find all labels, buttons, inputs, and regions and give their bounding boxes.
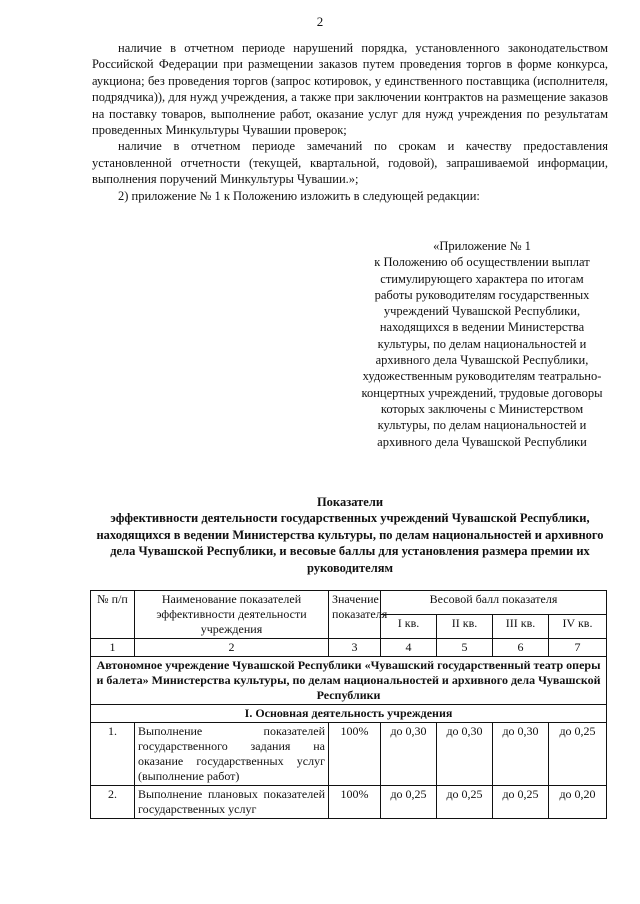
row-q4: до 0,25 bbox=[549, 723, 607, 786]
header-weight: Весовой балл показателя bbox=[381, 591, 607, 615]
title-line-2: эффективности деятельности государственных учреждений Чувашской Республики, находящихся в ведении Министерства культуры, по делам национальностей и архивного дела Чувашской Республики, и весовые баллы для установления размера премии их руководителям bbox=[96, 511, 604, 575]
column-numbers-row bbox=[91, 639, 607, 657]
row-q1: до 0,30 bbox=[381, 723, 437, 786]
appendix-heading: «Приложение № 1 bbox=[433, 239, 531, 253]
header-q3: III кв. bbox=[493, 615, 549, 639]
row-value: 100% bbox=[329, 786, 381, 819]
page-number: 2 bbox=[316, 14, 324, 29]
col-number: 6 bbox=[493, 639, 549, 657]
row-name: Выполнение показателей государственного задания на оказание государственных услуг (выполнение работ) bbox=[135, 723, 329, 786]
row-q3: до 0,25 bbox=[493, 786, 549, 819]
body-text bbox=[92, 40, 608, 204]
col-number: 1 bbox=[91, 639, 135, 657]
header-q4: IV кв. bbox=[549, 615, 607, 639]
header-q1: I кв. bbox=[381, 615, 437, 639]
col-number: 3 bbox=[329, 639, 381, 657]
col-number: 7 bbox=[549, 639, 607, 657]
header-q2: II кв. bbox=[437, 615, 493, 639]
title-line-1: Показатели bbox=[316, 495, 384, 509]
row-q4: до 0,20 bbox=[549, 786, 607, 819]
paragraph: 2) приложение № 1 к Положению изложить в следующей редакции: bbox=[118, 188, 480, 203]
row-q2: до 0,30 bbox=[437, 723, 493, 786]
section-row bbox=[91, 705, 607, 723]
header-num: № п/п bbox=[91, 591, 135, 639]
table-row bbox=[91, 786, 607, 819]
row-value: 100% bbox=[329, 723, 381, 786]
row-num: 2. bbox=[91, 786, 135, 819]
institution-name: Автономное учреждение Чувашской Республики «Чувашский государственный театр оперы и балета» Министерства культуры, по делам национальностей и архивного дела Чувашской Республики bbox=[91, 657, 607, 705]
col-number: 4 bbox=[381, 639, 437, 657]
paragraph: наличие в отчетном периоде нарушений порядка, установленного законодательством Российской Федерации при размещении заказов путем проведения торгов в форме конкурса, аукциона; без проведения торгов (запрос котировок, у единственного поставщика (исполнителя, подрядчика)), для нужд учреждения, а также при заключении контрактов на размещение заказов на поставку товаров, выполнение работ, оказание услуг для нужд учреждения по результатам проведенных Минкультуры Чувашии проверок; bbox=[92, 41, 608, 138]
paragraph: наличие в отчетном периоде замечаний по срокам и качеству предоставления установленной отчетности (текущей, квартальной, годовой), запрашиваемой информации, выполнения поручений Минкультуры Чувашии.»; bbox=[92, 139, 608, 187]
document-title bbox=[92, 494, 608, 576]
col-number: 2 bbox=[135, 639, 329, 657]
institution-row bbox=[91, 657, 607, 705]
table-row bbox=[91, 723, 607, 786]
row-num: 1. bbox=[91, 723, 135, 786]
section-title: I. Основная деятельность учреждения bbox=[91, 705, 607, 723]
header-name: Наименование показателей эффективности деятельности учреждения bbox=[135, 591, 329, 639]
row-name: Выполнение плановых показателей государственных услуг bbox=[135, 786, 329, 819]
indicators-table bbox=[90, 590, 607, 819]
table-header-row bbox=[91, 591, 607, 615]
appendix-text: к Положению об осуществлении выплат стимулирующего характера по итогам работы руководителям государственных учреждений Чувашской Республики, находящихся в ведении Министерства культуры, по делам национальностей и архивного дела Чувашской Республики, художественным руководителям театрально-концертных учреждений, трудовые договоры которых заключены с Министерством культуры, по делам национальностей и архивного дела Чувашской Республики bbox=[361, 255, 603, 449]
row-q3: до 0,30 bbox=[493, 723, 549, 786]
row-q2: до 0,25 bbox=[437, 786, 493, 819]
appendix-header bbox=[360, 238, 604, 450]
header-value: Значение показателя bbox=[329, 591, 381, 639]
row-q1: до 0,25 bbox=[381, 786, 437, 819]
col-number: 5 bbox=[437, 639, 493, 657]
